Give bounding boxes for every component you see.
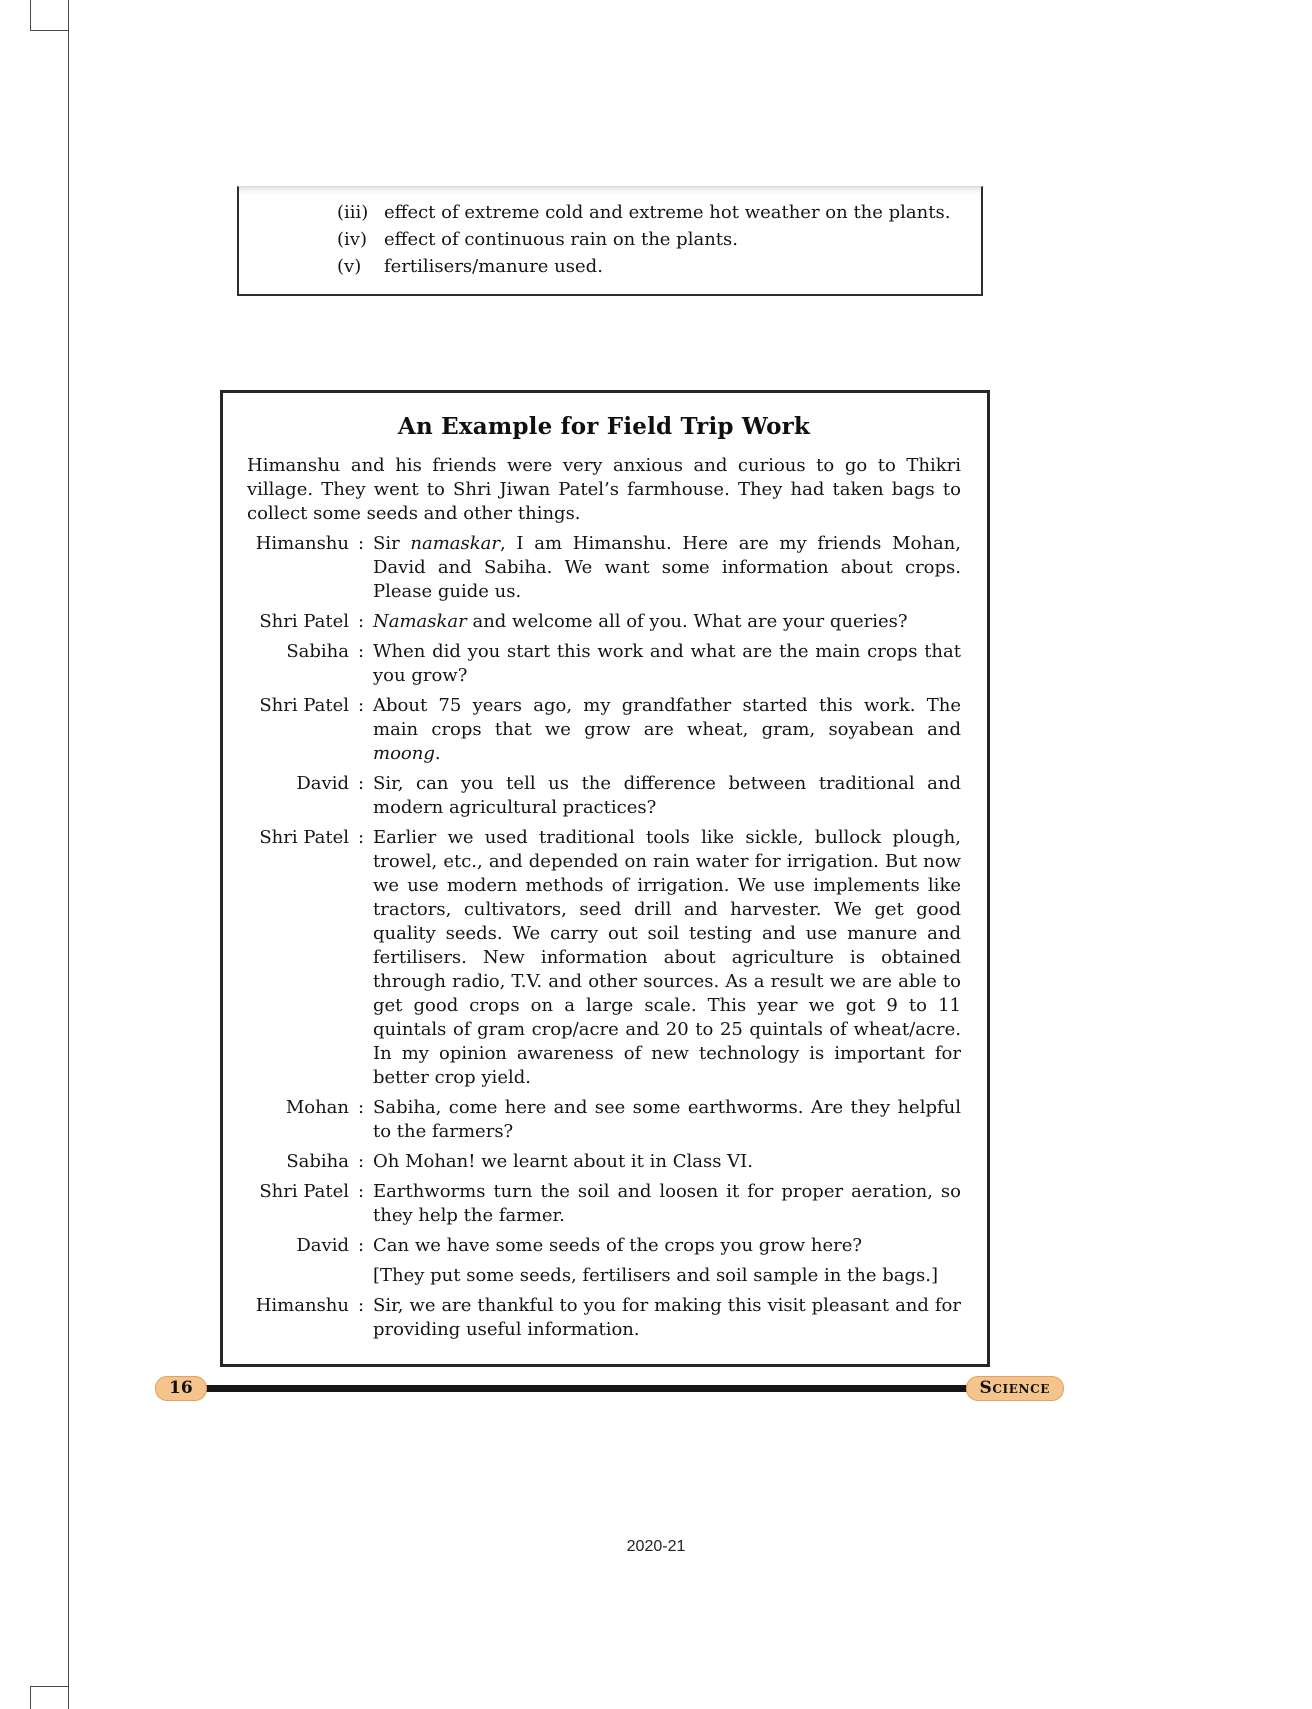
dialogue-speaker: David <box>296 1235 349 1256</box>
dialogue-speaker: Sabiha <box>286 641 349 662</box>
dialogue-text: Sabiha, come here and see some earthworms. Are they helpful to the farmers? <box>373 1097 961 1142</box>
footer-rule <box>197 1385 976 1392</box>
page-footer <box>155 1376 1064 1401</box>
dialogue-turn <box>247 640 961 688</box>
dialogue-turn <box>247 772 961 820</box>
dialogue-colon: : <box>357 1181 365 1202</box>
dialogue-speaker: Shri Patel <box>259 1181 349 1202</box>
dialogue-turn <box>247 1264 961 1288</box>
list-item <box>239 226 981 253</box>
dialogue-colon: : <box>357 611 365 632</box>
dialogue-colon <box>349 1264 373 1288</box>
dialogue-colon: : <box>357 533 365 554</box>
dialogue-colon: : <box>357 641 365 662</box>
dialogue-turn <box>247 1150 961 1174</box>
dialogue-turn <box>247 532 961 604</box>
dialogue-speaker: Shri Patel <box>259 695 349 716</box>
dialogue-colon: : <box>357 1235 365 1256</box>
crop-mark-bottom-horizontal <box>30 1686 69 1687</box>
edition-year-label: 2020-21 <box>626 1538 686 1555</box>
dialogue-colon: : <box>357 695 365 716</box>
dialogue-text: Sir, can you tell us the difference between traditional and modern agricultural practices? <box>373 773 961 818</box>
left-margin-rule <box>68 0 69 1709</box>
dialogue-turn <box>247 694 961 766</box>
dialogue-colon: : <box>357 1097 365 1118</box>
dialogue-text: Oh Mohan! we learnt about it in Class VI. <box>373 1151 753 1172</box>
dialogue-speaker <box>247 1264 349 1288</box>
list-item-text: fertilisers/manure used. <box>384 256 603 277</box>
dialogue-turn <box>247 1096 961 1144</box>
list-item-text: effect of extreme cold and extreme hot weather on the plants. <box>384 202 951 223</box>
dialogue-turn <box>247 1234 961 1258</box>
dialogue-turn <box>247 1180 961 1228</box>
intro-paragraph: Himanshu and his friends were very anxious and curious to go to Thikri village. They went to Shri Jiwan Patel’s farmhouse. They had taken bags to collect some seeds and other things. <box>247 455 961 524</box>
crop-mark-bottom-vertical <box>30 1686 31 1709</box>
dialogue-turn <box>247 610 961 634</box>
dialogue-speaker: Himanshu <box>255 1295 349 1316</box>
dialogue-speaker: David <box>296 773 349 794</box>
crop-mark-top-vertical <box>30 0 31 31</box>
dialogue-text: Sir, we are thankful to you for making this visit pleasant and for providing useful information. <box>373 1295 961 1340</box>
list-item <box>239 253 981 280</box>
dialogue-colon: : <box>357 1151 365 1172</box>
list-item-label: (iii) <box>337 202 369 223</box>
box-title: An Example for Field Trip Work <box>397 413 811 440</box>
dialogue-text: Can we have some seeds of the crops you grow here? <box>373 1235 862 1256</box>
continuation-box <box>237 186 983 296</box>
dialogue-speaker: Sabiha <box>286 1151 349 1172</box>
dialogue-speaker: Shri Patel <box>259 827 349 848</box>
dialogue-text: About 75 years ago, my grandfather started this work. The main crops that we grow are wheat, gram, soyabean and moong. <box>373 695 961 764</box>
dialogue-speaker: Mohan <box>285 1097 349 1118</box>
dialogue-colon: : <box>357 773 365 794</box>
list-item-label: (iv) <box>337 229 367 250</box>
section-badge: Science <box>966 1376 1064 1401</box>
example-box <box>220 390 990 1367</box>
dialogue-speaker: Himanshu <box>255 533 349 554</box>
dialogue-text: Earlier we used traditional tools like sickle, bullock plough, trowel, etc., and depended on rain water for irrigation. But now we use modern methods of irrigation. We use implements like tractors, cultivators, seed drill and harvester. We get good quality seeds. We carry out soil testing and use manure and fertilisers. New information about agriculture is obtained through radio, T.V. and other sources. As a result we are able to get good crops on a large scale. This year we got 9 to 11 quintals of gram crop/acre and 20 to 25 quintals of wheat/acre. In my opinion awareness of new technology is important for better crop yield. <box>373 827 961 1088</box>
dialogue-turn <box>247 826 961 1090</box>
dialogue-colon: : <box>357 1295 365 1316</box>
continuation-list <box>239 199 981 280</box>
crop-mark-top-horizontal <box>30 30 69 31</box>
dialogue-speaker: Shri Patel <box>259 611 349 632</box>
list-item-text: effect of continuous rain on the plants. <box>384 229 738 250</box>
page-number-badge: 16 <box>155 1376 207 1401</box>
dialogue-turn <box>247 1294 961 1342</box>
dialogue-text: Sir namaskar, I am Himanshu. Here are my friends Mohan, David and Sabiha. We want some information about crops. Please guide us. <box>373 533 961 602</box>
list-item-label: (v) <box>337 256 362 277</box>
dialogue-colon: : <box>357 827 365 848</box>
list-item <box>239 199 981 226</box>
dialogue-text: [They put some seeds, fertilisers and soil sample in the bags.] <box>373 1265 938 1286</box>
dialogue-list <box>247 532 961 1342</box>
dialogue-text: When did you start this work and what are the main crops that you grow? <box>373 641 961 686</box>
dialogue-text: Namaskar and welcome all of you. What are your queries? <box>373 611 908 632</box>
dialogue-text: Earthworms turn the soil and loosen it for proper aeration, so they help the farmer. <box>373 1181 961 1226</box>
